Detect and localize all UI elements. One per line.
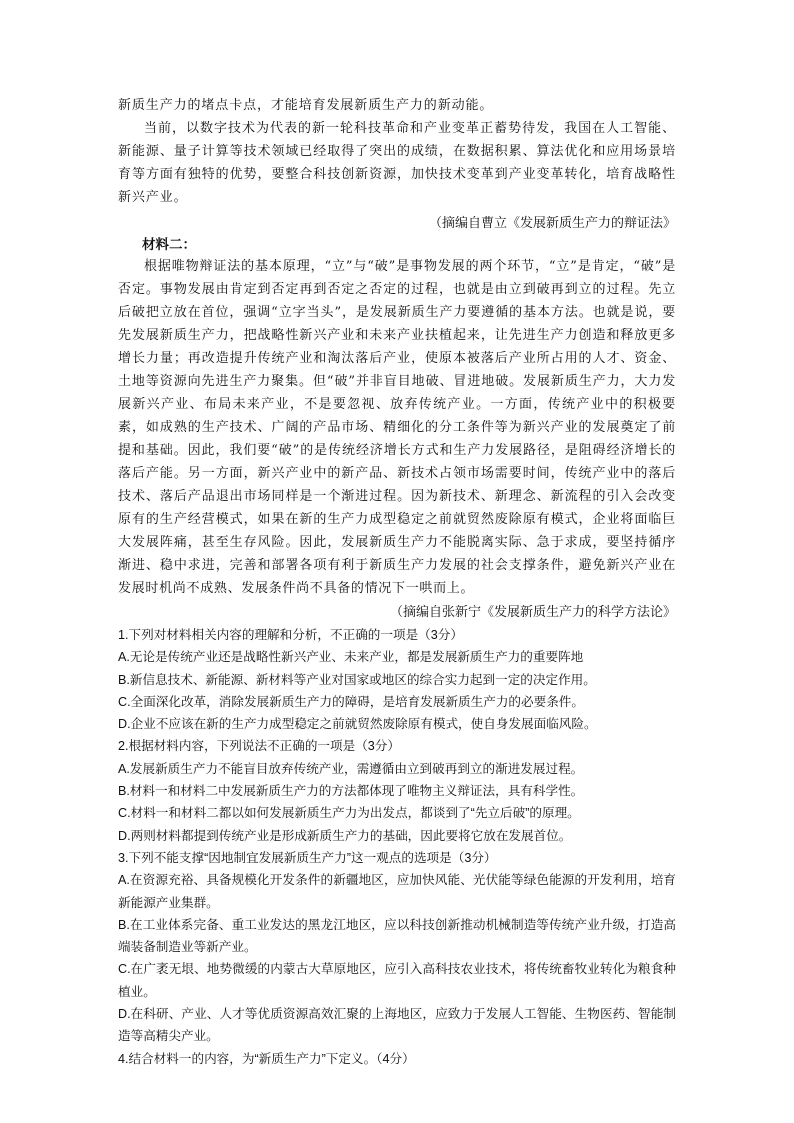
question — [118, 847, 676, 1048]
material1-paragraph: 新质生产力的堵点卡点，才能培育发展新质生产力的新动能。 — [118, 98, 494, 113]
question-option[interactable]: C.在广袤无垠、地势微缓的内蒙古大草原地区，应引入高科技农业技术，将传统畜牧业转化为粮食种植业。 — [118, 962, 676, 999]
question-option[interactable]: C.材料一和材料二都以如何发展新质生产力为出发点，都谈到了“先立后破”的原理。 — [118, 806, 580, 821]
question-stem: 1.下列对材料相关内容的理解和分析，不正确的一项是（3分） — [118, 628, 463, 642]
question-list — [118, 624, 676, 1070]
question-option[interactable]: D.两则材料都提到传统产业是形成新质生产力的基础，因此要将它放在发展首位。 — [118, 828, 572, 843]
question — [118, 735, 676, 846]
question — [118, 1048, 676, 1070]
material2-paragraph: 根据唯物辩证法的基本原理，“立”与“破”是事物发展的两个环节，“立”是肯定，“破”是否定。事物发展由肯定到否定再到否定之否定的过程，也就是由立到破再到立的过程。先立后破把立放在首位，强调“立字当头”，是发展新质生产力要遵循的基本方法。也就是说，要先发展新质生产力，把战略性新兴产业和未来产业扶植起来，让先进生产力创造和释放更多增长力量；再改造提升传统产业和淘汰落后产业，使原本被落后产业所占用的人才、资金、土地等资源向先进生产力聚集。但“破”并非盲目地破、冒进地破。发展新质生产力，大力发展新兴产业、布局未来产业，不是要忽视、放弃传统产业。一方面，传统产业中的积极要素，如成熟的生产技术、广阔的产品市场、精细化的分工条件等为新兴产业的发展奠定了前提和基础。因此，我们要“破”的是传统经济增长方式和生产力发展路径，是阻碍经济增长的落后产能。另一方面，新兴产业中的新产品、新技术占领市场需要时间，传统产业中的落后技术、落后产品退出市场同样是一个渐进过程。因为新技术、新理念、新流程的引入会改变原有的生产经营模式，如果在新的生产力成型稳定之前就贸然废除原有模式，企业将面临巨大发展阵痛，甚至生存风险。因此，发展新质生产力不能脱离实际、急于求成，要坚持循序渐进、稳中求进，完善和部署各项有利于新质生产力发展的社会支撑条件，避免新兴产业在发展时机尚不成熟、发展条件尚不具备的情况下一哄而上。 — [118, 259, 676, 596]
question-stem: 3.下列不能支撑“因地制宜发展新质生产力”这一观点的选项是（3分） — [118, 850, 497, 865]
question-option[interactable]: A.在资源充裕、具备规模化开发条件的新疆地区，应加快风能、光伏能等绿色能源的开发利用，培育新能源产业集群。 — [118, 873, 676, 910]
question-option[interactable]: B.新信息技术、新能源、新材料等产业对国家或地区的综合实力起到一定的决定作用。 — [118, 672, 596, 687]
question-stem: 4.结合材料一的内容，为“新质生产力”下定义。（4分） — [118, 1051, 415, 1066]
question-option[interactable]: D.在科研、产业、人才等优质资源高效汇聚的上海地区，应致力于发展人工智能、生物医药、智能制造等高精尖产业。 — [118, 1007, 676, 1044]
document-page — [118, 94, 676, 1070]
question-option[interactable]: D.企业不应该在新的生产力成型稳定之前就贸然废除原有模式，使自身发展面临风险。 — [118, 717, 597, 732]
question-option[interactable]: B.在工业体系完备、重工业发达的黑龙江地区，应以科技创新推动机械制造等传统产业升级，打造高端装备制造业等新产业。 — [118, 917, 676, 955]
question-option[interactable]: B.材料一和材料二中发展新质生产力的方法都体现了唯物主义辩证法，具有科学性。 — [118, 784, 584, 799]
source-citation: （摘编自曹立《发展新质生产力的辩证法》 — [428, 215, 676, 230]
question-option[interactable]: A.无论是传统产业还是战略性新兴产业、未来产业，都是发展新质生产力的重要阵地 — [118, 650, 584, 665]
question — [118, 624, 676, 735]
source-citation: （摘编自张新宁《发展新质生产力的科学方法论》 — [389, 604, 676, 619]
question-option[interactable]: C.全面深化改革，消除发展新质生产力的障碍，是培育发展新质生产力的必要条件。 — [118, 694, 584, 709]
section-heading: 材料二： — [142, 237, 196, 252]
material1-paragraph: 当前，以数字技术为代表的新一轮科技革命和产业变革正蓄势待发，我国在人工智能、新能源、量子计算等技术领域已经取得了突出的成绩，在数据积累、算法优化和应用场景培育等方面有独特的优势，要整合科技创新资源，加快技术变革到产业变革转化，培育战略性新兴产业。 — [118, 121, 676, 205]
question-stem: 2.根据材料内容，下列说法不正确的一项是（3分） — [118, 739, 400, 754]
question-option[interactable]: A.发展新质生产力不能盲目放弃传统产业，需遵循由立到破再到立的渐进发展过程。 — [118, 761, 584, 776]
